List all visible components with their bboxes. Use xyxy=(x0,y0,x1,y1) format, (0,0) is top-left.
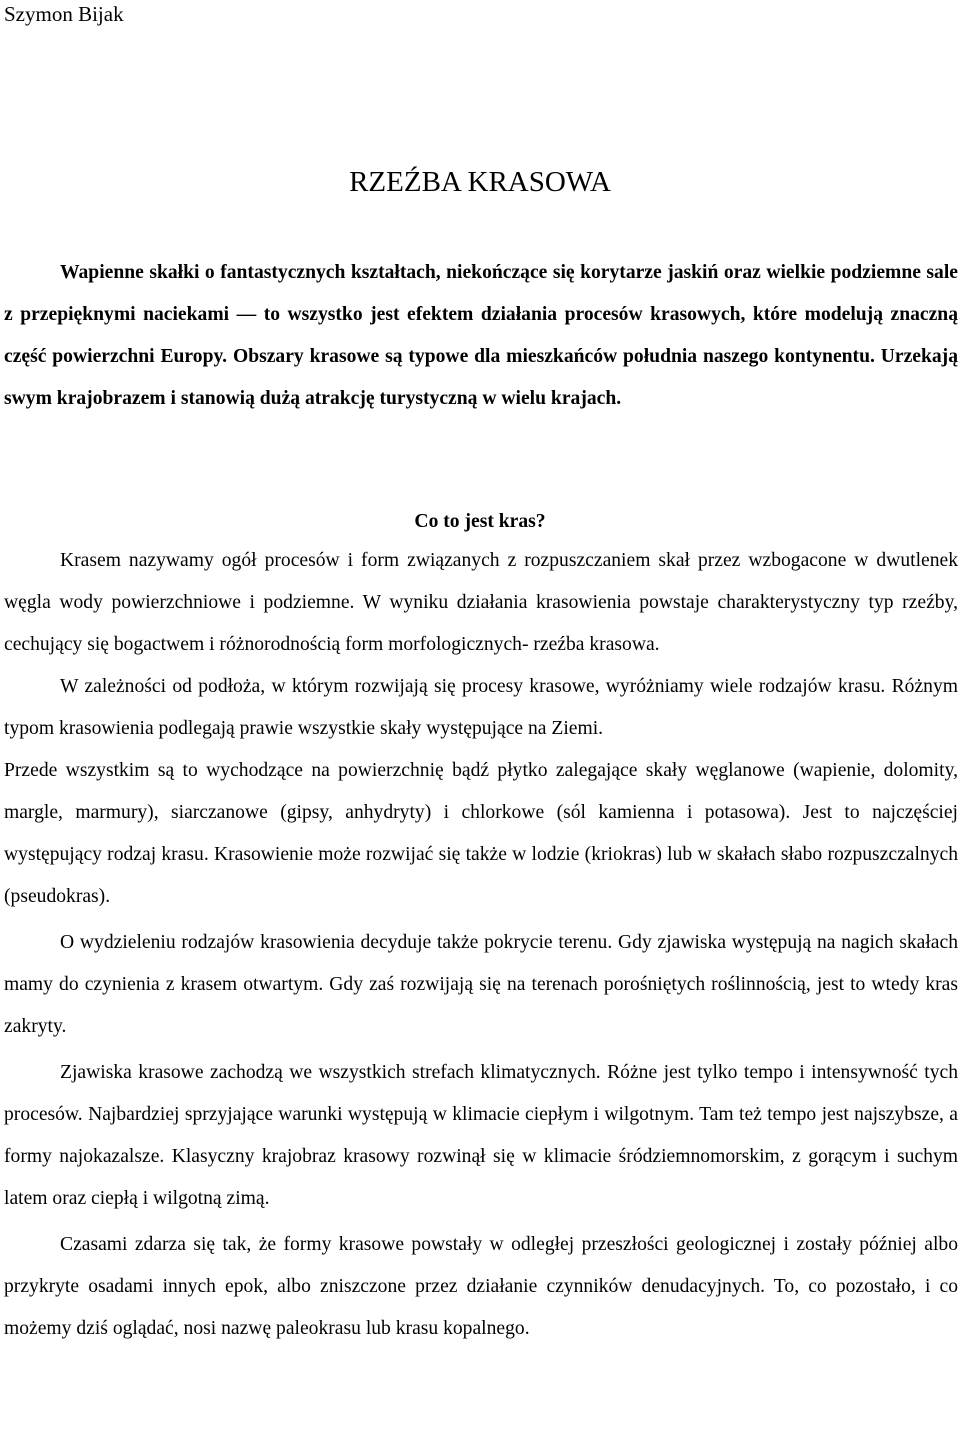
paragraph-cover: O wydzieleniu rodzajów krasowienia decyduje także pokrycie terenu. Gdy zjawiska występują na nagich skałach mamy do czynienia z krasem otwartym. Gdy zaś rozwijają się na terenach porośniętych roślinnością, jest to wtedy kras zakryty. xyxy=(4,932,958,1037)
document-title: RZEŹBA KRASOWA xyxy=(349,166,611,198)
section-heading: Co to jest kras? xyxy=(414,511,546,532)
main-text xyxy=(4,540,958,1350)
paragraph-climate: Zjawiska krasowe zachodzą we wszystkich strefach klimatycznych. Różne jest tylko tempo i intensywność tych procesów. Najbardziej sprzyjające warunki występują w klimacie ciepłym i wilgotnym. Tam też tempo jest najszybsze, a formy najokazalsze. Klasyczny krajobraz krasowy rozwinął się w klimacie śródziemnomorskim, z gorącym i suchym latem oraz ciepłą i wilgotną zimą. xyxy=(4,1062,958,1209)
paragraph-paleokarst: Czasami zdarza się tak, że formy krasowe powstały w odległej przeszłości geologicznej i zostały później albo przykryte osadami innych epok, albo zniszczone przez działanie czynników denudacyjnych. To, co pozostało, i co możemy dziś oglądać, nosi nazwę paleokrasu lub krasu kopalnego. xyxy=(4,1234,958,1339)
paragraph-rocks: Przede wszystkim są to wychodzące na powierzchnię bądź płytko zalegające skały węglanowe (wapienie, dolomity, margle, marmury), siarczanowe (gipsy, anhydryty) i chlorkowe (sól kamienna i potasowa). Jest to najczęściej występujący rodzaj krasu. Krasowienie może rozwijać się także w lodzie (kriokras) lub w skałach słabo rozpuszczalnych (pseudokras). xyxy=(4,760,958,907)
paragraph-types: W zależności od podłoża, w którym rozwijają się procesy krasowe, wyróżniamy wiele rodzajów krasu. Różnym typom krasowienia podlegają prawie wszystkie skały występujące na Ziemi. xyxy=(4,676,958,739)
paragraph-definition: Krasem nazywamy ogół procesów i form związanych z rozpuszczaniem skał przez wzbogacone w dwutlenek węgla wody powierzchniowe i podziemne. W wyniku działania krasowienia powstaje charakterystyczny typ rzeźby, cechujący się bogactwem i różnorodnością form morfologicznych- rzeźba krasowa. xyxy=(4,550,958,655)
author-name: Szymon Bijak xyxy=(4,2,124,26)
intro-paragraph: Wapienne skałki o fantastycznych kształtach, niekończące się korytarze jaskiń oraz wielkie podziemne sale z przepięknymi naciekami — to wszystko jest efektem działania procesów krasowych, które modelują znaczną część powierzchni Europy. Obszary krasowe są typowe dla mieszkańców południa naszego kontynentu. Urzekają swym krajobrazem i stanowią dużą atrakcję turystyczną w wielu krajach. xyxy=(4,262,958,409)
